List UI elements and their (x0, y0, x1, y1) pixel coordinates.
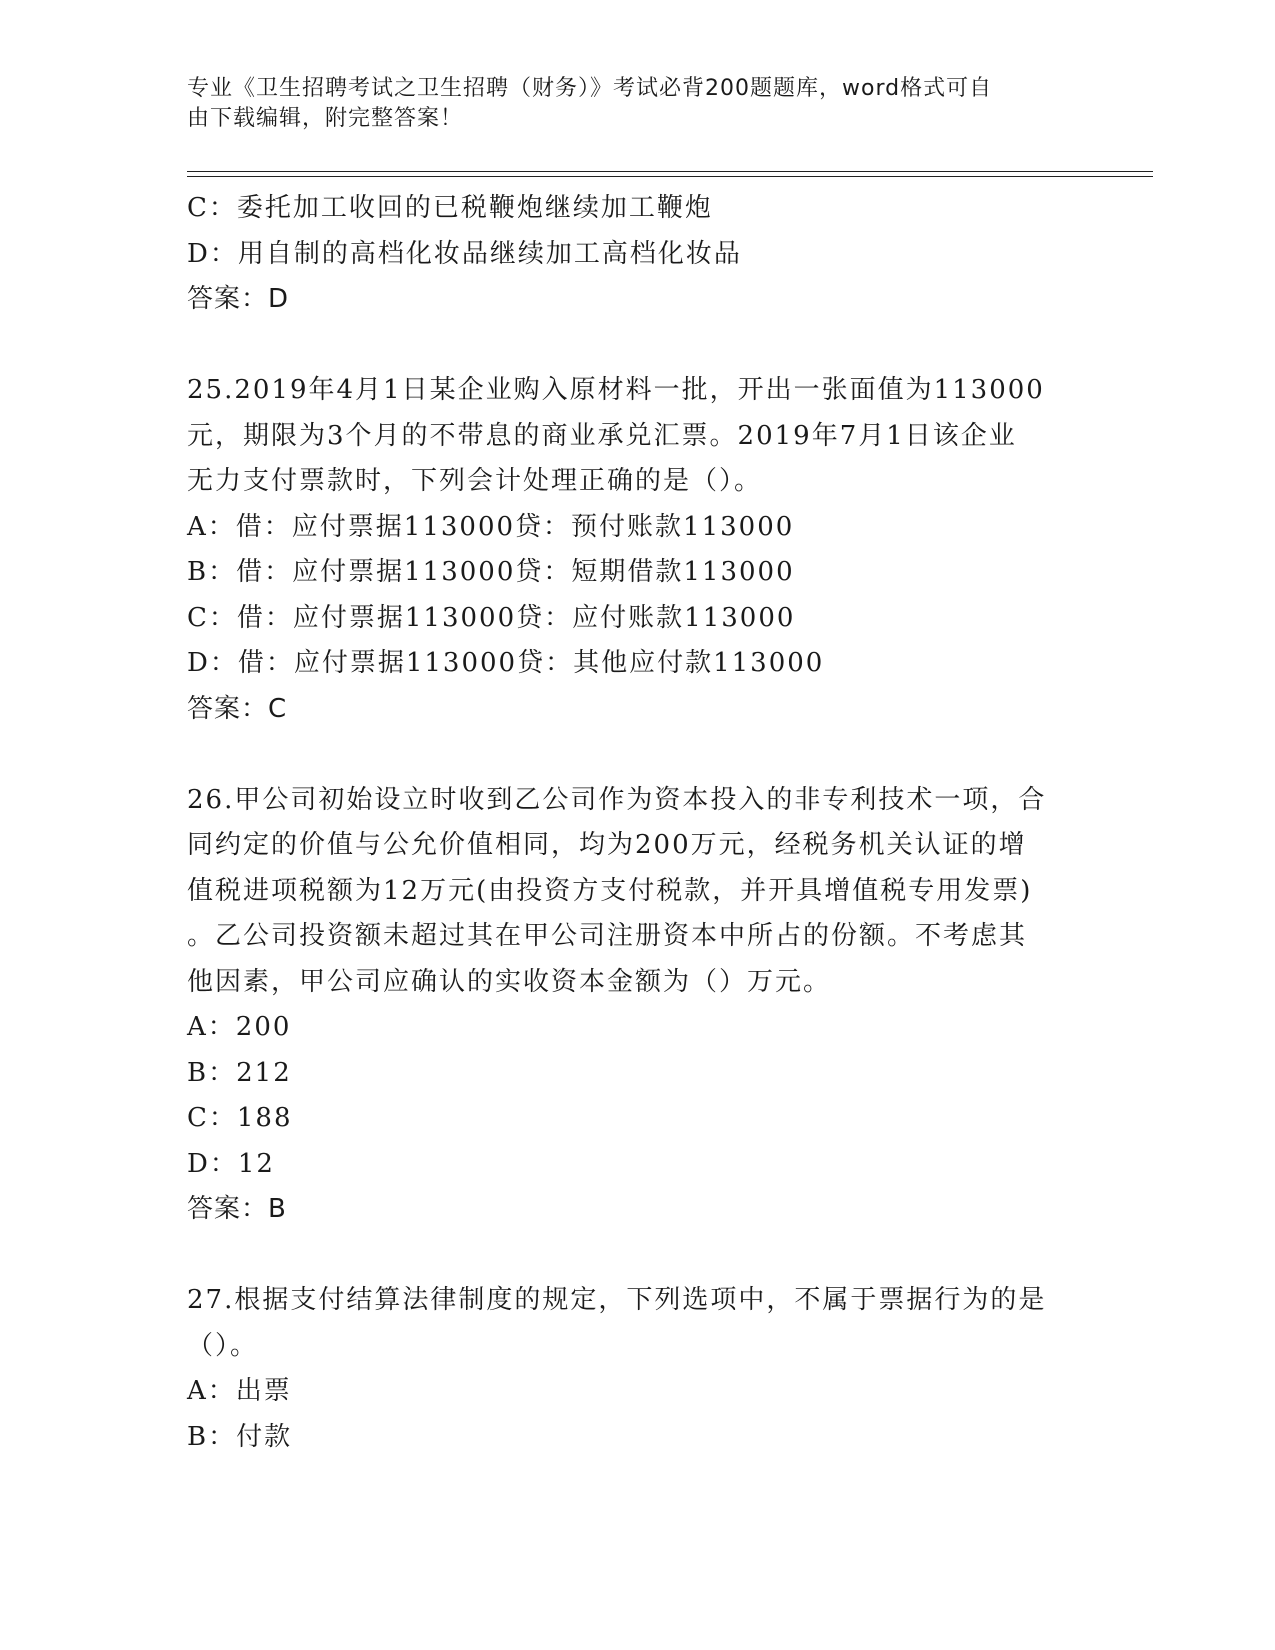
spacer (187, 732, 1077, 778)
option-d: D：12 (187, 1148, 275, 1179)
option-a: A：200 (187, 1012, 292, 1042)
stem-line: 他因素，甲公司应确认的实收资本金额为（）万元。 (187, 966, 832, 997)
question-24-continued (187, 186, 1077, 323)
option-a: A：借：应付票据113000贷：预付账款113000 (187, 511, 795, 542)
spacer (187, 323, 1077, 369)
question-25 (187, 368, 1077, 732)
option-b: B：付款 (187, 1421, 293, 1452)
option-b: B：借：应付票据113000贷：短期借款113000 (187, 557, 795, 587)
document-header (187, 74, 1087, 134)
stem-line: 无力支付票款时，下列会计处理正确的是（）。 (187, 466, 763, 496)
document-body (187, 186, 1077, 1460)
header-divider-top (187, 171, 1153, 172)
question-stem (187, 778, 1077, 1006)
stem-line: 同约定的价值与公允价值相同，均为200万元，经税务机关认证的增 (187, 830, 1027, 860)
header-line-2: 由下载编辑，附完整答案！ (187, 106, 464, 131)
option-c: C：188 (187, 1103, 293, 1133)
stem-line: 27.根据支付结算法律制度的规定，下列选项中，不属于票据行为的是 (187, 1285, 1047, 1315)
question-27 (187, 1278, 1077, 1460)
stem-line: 。乙公司投资额未超过其在甲公司注册资本中所占的份额。不考虑其 (187, 921, 1028, 951)
stem-line: 26.甲公司初始设立时收到乙公司作为资本投入的非专利技术一项，合 (187, 784, 1047, 815)
option-c: C：借：应付票据113000贷：应付账款113000 (187, 602, 796, 633)
stem-line: 元，期限为3个月的不带息的商业承兑汇票。2019年7月1日该企业 (187, 420, 1017, 451)
option-d: D：用自制的高档化妆品继续加工高档化妆品 (187, 238, 742, 269)
option-d: D：借：应付票据113000贷：其他应付款113000 (187, 648, 825, 678)
header-divider-bottom (187, 176, 1153, 177)
answer-line: 答案：B (187, 1194, 287, 1224)
stem-line: 值税进项税额为12万元(由投资方支付税款，并开具增值税专用发票) (187, 875, 1033, 906)
option-c: C：委托加工收回的已税鞭炮继续加工鞭炮 (187, 193, 713, 223)
spacer (187, 1233, 1077, 1279)
question-26 (187, 778, 1077, 1233)
answer-line: 答案：C (187, 693, 288, 724)
option-a: A：出票 (187, 1376, 292, 1406)
option-b: B：212 (187, 1057, 292, 1088)
question-stem (187, 368, 1077, 505)
stem-line: 25.2019年4月1日某企业购入原材料一批，开出一张面值为113000 (187, 375, 1045, 405)
header-line-1: 专业《卫生招聘考试之卫生招聘（财务）》考试必背200题题库，word格式可自 (187, 76, 993, 101)
stem-line: （）。 (187, 1330, 259, 1361)
question-stem (187, 1278, 1077, 1369)
answer-line: 答案：D (187, 284, 290, 314)
